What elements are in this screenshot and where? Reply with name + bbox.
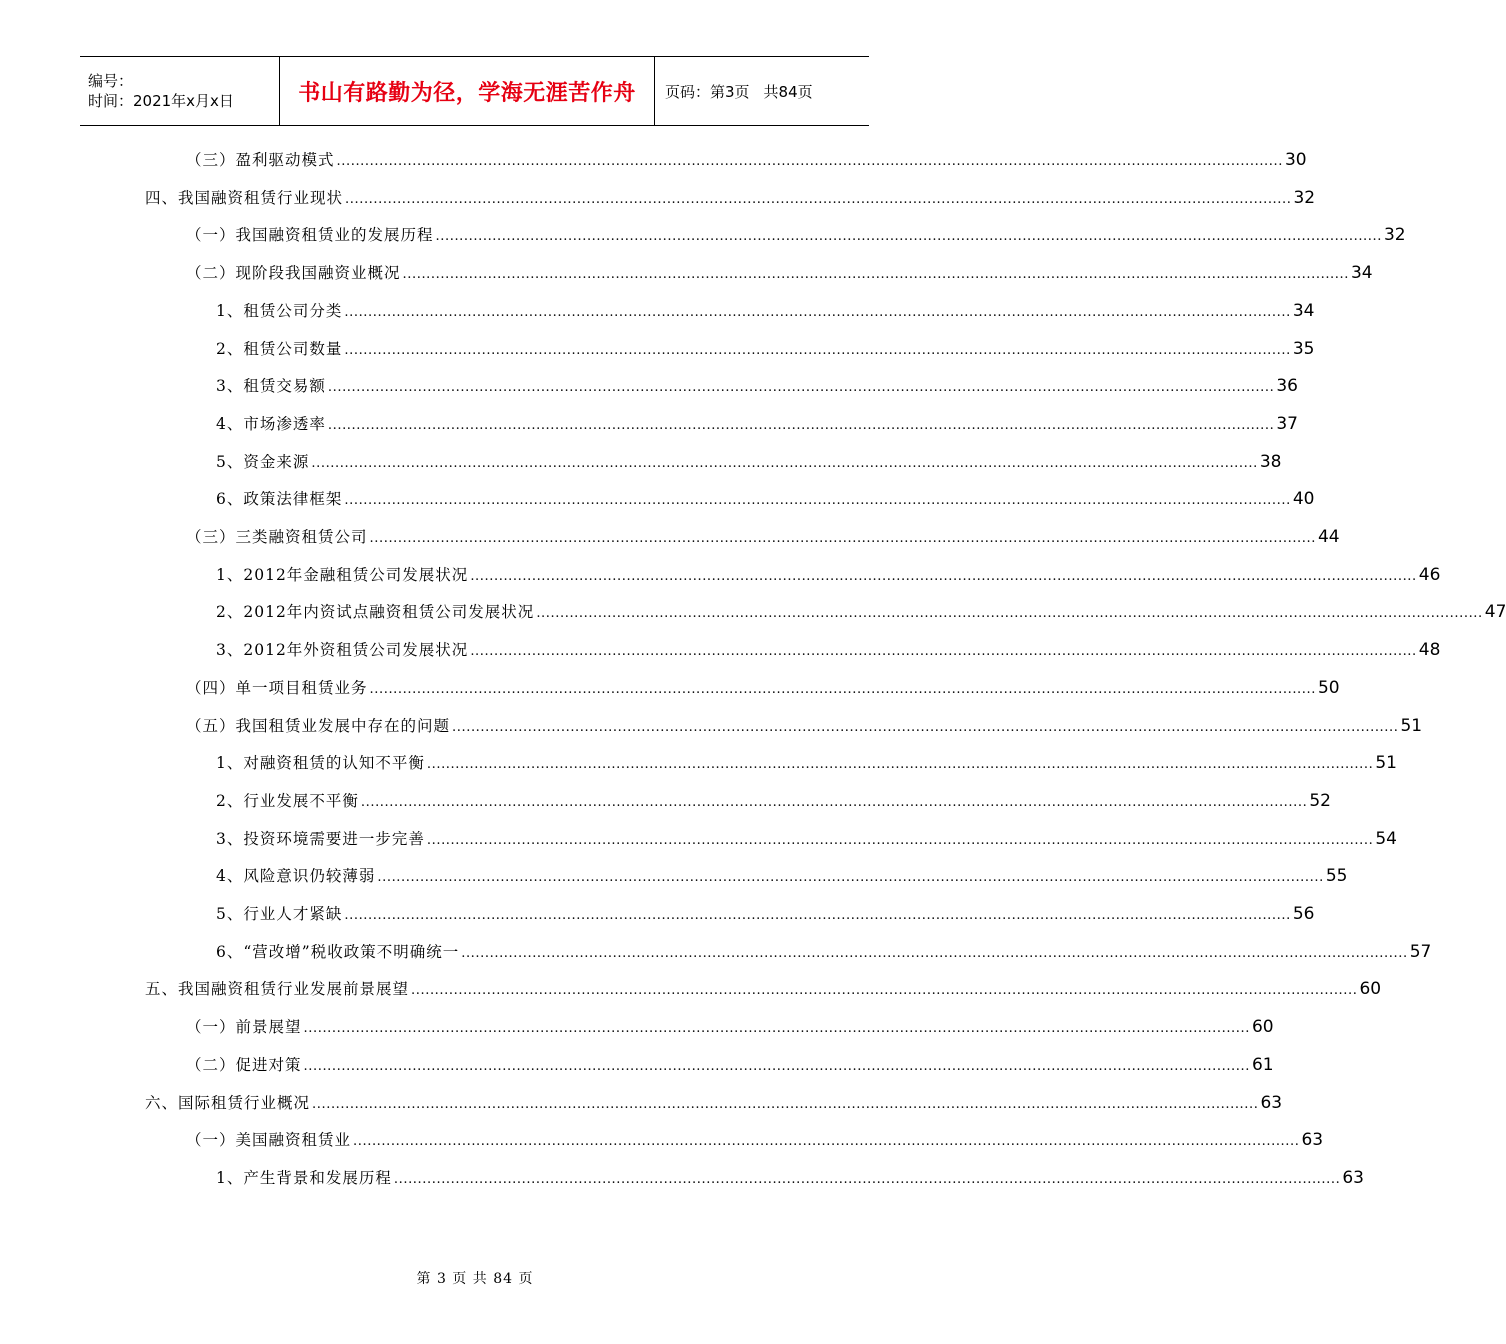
toc-entry-page: 54 — [1375, 828, 1397, 849]
toc-entry[interactable] — [216, 412, 1298, 440]
header-meta — [80, 57, 280, 125]
toc-entry[interactable] — [216, 864, 1348, 892]
toc-entry-page: 60 — [1359, 979, 1382, 1000]
toc-entry-page: 34 — [1350, 263, 1373, 284]
toc-entry-page: 36 — [1276, 376, 1298, 397]
toc-entry[interactable] — [216, 374, 1298, 402]
toc-entry-page: 30 — [1284, 150, 1307, 170]
toc-entry-page: 57 — [1409, 941, 1432, 962]
toc-entry-label: （一）我国融资租赁业的发展历程 — [186, 226, 434, 245]
header-page-info — [655, 57, 869, 125]
toc-entry[interactable] — [216, 450, 1282, 478]
toc-leader-dots: ........................................................................................................................................................................................................ — [327, 417, 1275, 433]
toc-leader-dots: ........................................................................................................................................................................................................ — [303, 1021, 1250, 1037]
toc-leader-dots: ........................................................................................................................................................................................................ — [470, 644, 1417, 660]
toc-entry[interactable] — [186, 525, 1340, 553]
toc-entry-label: 6、政策法律框架 — [216, 490, 343, 509]
toc-entry-label: 六、国际租赁行业概况 — [145, 1093, 311, 1112]
toc-entry-label: 3、租赁交易额 — [216, 377, 326, 396]
toc-leader-dots: ........................................................................................................................................................................................................ — [369, 681, 1316, 697]
toc-entry-label: 2、行业发展不平衡 — [216, 791, 359, 810]
toc-entry-label: （一）美国融资租赁业 — [186, 1131, 352, 1150]
toc-entry-label: 6、“营改增”税收政策不明确统一 — [216, 942, 460, 961]
toc-entry-page: 37 — [1276, 413, 1298, 434]
toc-entry[interactable] — [216, 600, 1506, 628]
toc-entry-label: 2、租赁公司数量 — [216, 339, 343, 358]
toc-leader-dots: ........................................................................................................................................................................................................ — [377, 870, 1324, 886]
toc-leader-dots: ........................................................................................................................................................................................................ — [360, 794, 1308, 810]
toc-leader-dots: ........................................................................................................................................................................................................ — [344, 493, 1291, 509]
toc-leader-dots: ........................................................................................................................................................................................................ — [461, 945, 1408, 961]
toc-leader-dots: ........................................................................................................................................................................................................ — [426, 832, 1374, 848]
toc-entry-page: 63 — [1301, 1130, 1324, 1151]
header-motto-cell — [280, 57, 655, 125]
toc-entry-label: （四）单一项目租赁业务 — [186, 678, 368, 697]
toc-entry[interactable] — [216, 827, 1397, 855]
toc-entry-page: 46 — [1418, 564, 1441, 585]
toc-leader-dots: ........................................................................................................................................................................................................ — [344, 908, 1291, 923]
toc-entry-label: 5、资金来源 — [216, 452, 310, 471]
toc-entry-page: 32 — [1293, 187, 1316, 208]
toc-leader-dots: ........................................................................................................................................................................................................ — [312, 1096, 1259, 1112]
toc-leader-dots: ........................................................................................................................................................................................................ — [303, 1058, 1250, 1074]
toc-leader-dots: ........................................................................................................................................................................................................ — [353, 1134, 1300, 1150]
page-footer: 第 3 页 共 84 页 — [416, 1271, 534, 1287]
toc-entry-label: 1、2012年金融租赁公司发展状况 — [216, 565, 469, 584]
document-number-label: 编号： — [88, 72, 134, 90]
toc-leader-dots: ........................................................................................................................................................................................................ — [435, 229, 1382, 245]
toc-entry-label: 1、对融资租赁的认知不平衡 — [216, 754, 425, 773]
toc-entry[interactable] — [216, 299, 1315, 327]
toc-entry-page: 47 — [1484, 602, 1506, 623]
toc-entry-label: 4、风险意识仍较薄弱 — [216, 867, 376, 886]
toc-entry-page: 48 — [1418, 640, 1441, 661]
toc-entry-page: 56 — [1292, 904, 1315, 924]
toc-entry-label: 1、租赁公司分类 — [216, 301, 343, 320]
toc-entry-label: （二）现阶段我国融资业概况 — [186, 264, 401, 283]
document-time-label: 时间：2021年x月x日 — [88, 92, 234, 110]
toc-entry-label: （三）盈利驱动模式 — [186, 151, 335, 169]
toc-leader-dots: ........................................................................................................................................................................................................ — [426, 757, 1374, 773]
page-header — [80, 56, 869, 126]
toc-entry[interactable] — [186, 1053, 1274, 1081]
toc-entry-page: 52 — [1309, 790, 1331, 811]
toc-entry-label: 五、我国融资租赁行业发展前景展望 — [145, 980, 410, 999]
toc-entry[interactable] — [216, 751, 1397, 779]
toc-entry[interactable] — [186, 148, 1307, 176]
toc-leader-dots: ........................................................................................................................................................................................................ — [393, 1171, 1341, 1187]
header-page-total: 共84页 — [763, 82, 813, 101]
toc-entry[interactable] — [216, 337, 1315, 365]
toc-entry-page: 32 — [1383, 225, 1406, 246]
toc-entry-label: 3、2012年外资租赁公司发展状况 — [216, 641, 469, 660]
toc-leader-dots: ........................................................................................................................................................................................................ — [344, 342, 1291, 358]
toc-entry-label: （五）我国租赁业发展中存在的问题 — [186, 716, 451, 735]
toc-entry[interactable] — [145, 1091, 1283, 1119]
toc-leader-dots: ........................................................................................................................................................................................................ — [369, 531, 1316, 546]
toc-leader-dots: ........................................................................................................................................................................................................ — [452, 719, 1399, 735]
toc-entry-page: 34 — [1292, 300, 1315, 321]
toc-entry-label: （三）三类融资租赁公司 — [186, 528, 368, 546]
toc-leader-dots: ........................................................................................................................................................................................................ — [402, 267, 1349, 283]
toc-entry-label: 1、产生背景和发展历程 — [216, 1168, 392, 1187]
toc-entry[interactable] — [216, 487, 1315, 515]
toc-entry-page: 55 — [1325, 866, 1348, 887]
toc-entry-label: （一）前景展望 — [186, 1018, 302, 1037]
toc-leader-dots: ........................................................................................................................................................................................................ — [470, 568, 1417, 584]
toc-entry[interactable] — [186, 223, 1406, 251]
toc-entry[interactable] — [186, 676, 1340, 704]
toc-entry[interactable] — [186, 261, 1373, 289]
toc-entry-page: 51 — [1375, 753, 1397, 774]
toc-entry[interactable] — [186, 1128, 1324, 1156]
header-motto: 书山有路勤为径，学海无涯苦作舟 — [298, 80, 636, 106]
toc-entry-page: 63 — [1260, 1092, 1283, 1113]
toc-entry[interactable] — [216, 902, 1315, 930]
toc-entry-page: 63 — [1342, 1167, 1364, 1188]
toc-entry-label: 2、2012年内资试点融资租赁公司发展状况 — [216, 603, 535, 622]
toc-entry[interactable] — [145, 977, 1382, 1005]
toc-entry-page: 35 — [1292, 338, 1315, 359]
toc-leader-dots: ........................................................................................................................................................................................................ — [411, 983, 1358, 999]
toc-entry-page: 61 — [1251, 1054, 1274, 1075]
toc-entry[interactable] — [216, 563, 1441, 591]
header-page-current: 页码：第3页 — [665, 82, 750, 101]
toc-entry-page: 51 — [1400, 715, 1423, 736]
toc-entry-label: 5、行业人才紧缺 — [216, 905, 343, 923]
toc-entry[interactable] — [216, 940, 1432, 968]
toc-leader-dots: ........................................................................................................................................................................................................ — [345, 191, 1292, 207]
toc-entry-label: 四、我国融资租赁行业现状 — [145, 188, 344, 207]
toc-entry-page: 38 — [1259, 451, 1282, 472]
toc-entry-label: 3、投资环境需要进一步完善 — [216, 829, 425, 848]
toc-leader-dots: ........................................................................................................................................................................................................ — [336, 154, 1283, 169]
toc-entry-page: 60 — [1251, 1017, 1274, 1038]
toc-entry-label: （二）促进对策 — [186, 1055, 302, 1074]
toc-leader-dots: ........................................................................................................................................................................................................ — [311, 455, 1258, 471]
toc-entry[interactable] — [145, 186, 1316, 214]
toc-leader-dots: ........................................................................................................................................................................................................ — [536, 606, 1483, 622]
toc-leader-dots: ........................................................................................................................................................................................................ — [327, 380, 1275, 396]
toc-entry[interactable] — [186, 1015, 1274, 1043]
toc-entry-page: 50 — [1317, 677, 1340, 698]
toc-entry-page: 44 — [1317, 527, 1340, 547]
toc-entry[interactable] — [216, 638, 1441, 666]
toc-entry[interactable] — [216, 789, 1331, 817]
toc-entry-page: 40 — [1292, 489, 1315, 510]
toc-entry[interactable] — [216, 1166, 1364, 1194]
toc-leader-dots: ........................................................................................................................................................................................................ — [344, 304, 1291, 320]
toc-entry-label: 4、市场渗透率 — [216, 414, 326, 433]
toc-entry[interactable] — [186, 714, 1423, 742]
